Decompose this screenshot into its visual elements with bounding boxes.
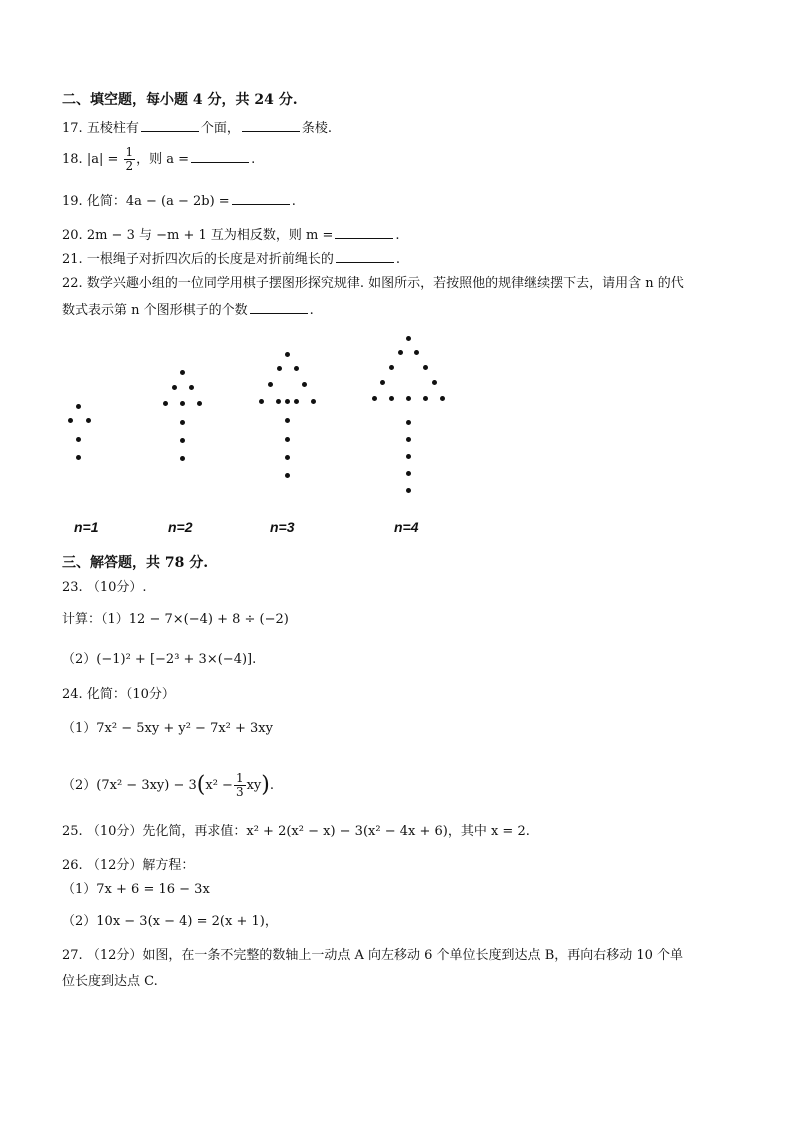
chess-piece-dot (406, 454, 411, 459)
q20-expr: 2m − 3 与 −m + 1 互为相反数，则 m = (86, 228, 334, 243)
q26-number: 26. (62, 858, 83, 873)
chess-piece-dot (372, 396, 377, 401)
chess-piece-dot (197, 401, 202, 406)
q25-number: 25. (62, 824, 83, 839)
question-23-part-2 (62, 652, 256, 668)
chess-piece-dot (259, 399, 264, 404)
pattern-figure (0, 0, 794, 560)
question-23 (62, 580, 147, 596)
q24-frac-num: 1 (235, 771, 244, 785)
chess-piece-dot (285, 473, 290, 478)
q20-number: 20. (62, 228, 83, 243)
q19-number: 19. (62, 194, 83, 209)
chess-piece-dot (406, 420, 411, 425)
q22-number: 22. (62, 276, 83, 291)
q24-expr-1: 7x² − 5xy + y² − 7x² + 3xy (96, 721, 273, 736)
open-paren: ( (196, 772, 206, 798)
chess-piece-dot (406, 336, 411, 341)
q24-expr-2a: (7x² − 3xy) − 3 (96, 778, 197, 793)
chess-piece-dot (423, 396, 428, 401)
chess-piece-dot (276, 399, 281, 404)
close-paren: ) (261, 772, 270, 798)
q17-text-c: 条棱. (301, 121, 332, 136)
q22-line2: 数式表示第 n 个图形棋子的个数 (62, 303, 248, 318)
chess-piece-dot (389, 365, 394, 370)
chess-piece-dot (294, 366, 299, 371)
chess-piece-dot (180, 401, 185, 406)
question-25 (62, 824, 530, 840)
q24-expr-2-end: . (269, 778, 275, 793)
chess-piece-dot (76, 455, 81, 460)
q18-frac-den: 2 (125, 159, 134, 173)
chess-piece-dot (172, 385, 177, 390)
chess-piece-dot (163, 401, 168, 406)
chess-piece-dot (414, 350, 419, 355)
q25-tail: ，其中 x = 2. (447, 824, 530, 839)
chess-piece-dot (389, 396, 394, 401)
chess-piece-dot (302, 382, 307, 387)
question-23-part-1 (62, 612, 289, 628)
q27-line1: （12分）如图，在一条不完整的数轴上一动点 A 向左移动 6 个单位长度到达点 B，再向右移动 10 个单 (86, 948, 684, 963)
q24-expr-2b: x² − (205, 778, 233, 793)
chess-piece-dot (86, 418, 91, 423)
chess-piece-dot (406, 437, 411, 442)
question-24-part-2 (62, 772, 274, 799)
q23-number: 23. (62, 580, 83, 595)
chess-piece-dot (406, 471, 411, 476)
question-24-part-1 (62, 721, 273, 737)
chess-piece-dot (68, 418, 73, 423)
chess-piece-dot (76, 404, 81, 409)
q23-score: （10分）. (86, 580, 147, 595)
chess-piece-dot (380, 380, 385, 385)
q18-abs: |a| = (86, 152, 119, 167)
q18-tail: ，则 a = (136, 152, 190, 167)
q23-p2-label: （2） (62, 652, 97, 667)
q20-end: . (395, 228, 400, 243)
chess-piece-dot (294, 399, 299, 404)
chess-piece-dot (285, 437, 290, 442)
q22-line1: 数学兴趣小组的一位同学用棋子摆图形探究规律. 如图所示，若按照他的规律继续摆下去，请用含 n 的代 (86, 276, 684, 291)
question-24 (62, 687, 175, 703)
q17-number: 17. (62, 121, 83, 136)
chess-piece-dot (76, 437, 81, 442)
q27-number: 27. (62, 948, 83, 963)
figure-label-n3: n=3 (270, 519, 295, 535)
chess-piece-dot (285, 418, 290, 423)
q24-fraction (234, 772, 246, 799)
q22-end: . (309, 303, 314, 318)
chess-piece-dot (189, 385, 194, 390)
q17-text-b: 个面， (200, 121, 240, 136)
q21-end: . (395, 252, 400, 267)
q19-expr: 4a − (a − 2b) = (125, 194, 230, 209)
q26-text: （12分）解方程： (86, 858, 195, 873)
chess-piece-dot (440, 396, 445, 401)
q26-p1-label: （1） (62, 882, 97, 897)
question-26-part-1 (62, 882, 210, 898)
figure-label-n4: n=4 (394, 519, 419, 535)
chess-piece-dot (285, 352, 290, 357)
question-27-line-1 (62, 948, 683, 964)
q25-expr: x² + 2(x² − x) − 3(x² − 4x + 6) (246, 824, 448, 839)
chess-piece-dot (311, 399, 316, 404)
question-26 (62, 858, 194, 874)
q26-p2-label: （2） (62, 914, 97, 929)
q18-end: . (251, 152, 256, 167)
chess-piece-dot (180, 438, 185, 443)
q24-p2-label: （2） (62, 778, 97, 793)
chess-piece-dot (406, 396, 411, 401)
q24-frac-den: 3 (235, 785, 244, 799)
chess-piece-dot (277, 366, 282, 371)
q17-text-a: 五棱柱有 (86, 121, 139, 136)
q19-end: . (291, 194, 296, 209)
chess-piece-dot (180, 370, 185, 375)
q24-number: 24. (62, 687, 83, 702)
q19-label: 化简： (86, 194, 126, 209)
figure-label-n2: n=2 (168, 519, 193, 535)
q26-expr-2: 10x − 3(x − 4) = 2(x + 1)， (96, 914, 278, 929)
q23-expr-1: 12 − 7×(−4) + 8 ÷ (−2) (128, 612, 289, 627)
q18-number: 18. (62, 152, 83, 167)
q26-expr-1: 7x + 6 = 16 − 3x (96, 882, 210, 897)
question-26-part-2 (62, 914, 278, 930)
q24-p1-label: （1） (62, 721, 97, 736)
figure-label-n1: n=1 (74, 519, 99, 535)
q21-text: 一根绳子对折四次后的长度是对折前绳长的 (86, 252, 334, 267)
q27-line2: 位长度到达点 C. (62, 974, 158, 989)
chess-piece-dot (285, 399, 290, 404)
chess-piece-dot (180, 420, 185, 425)
q18-frac-num: 1 (125, 145, 134, 159)
q24-title: 化简：（10分） (86, 687, 175, 702)
chess-piece-dot (268, 382, 273, 387)
chess-piece-dot (423, 365, 428, 370)
q23-expr-2: (−1)² + [−2³ + 3×(−4)]. (96, 652, 257, 667)
chess-piece-dot (398, 350, 403, 355)
chess-piece-dot (432, 380, 437, 385)
q24-expr-2c: xy (246, 778, 262, 793)
section-3-heading: 三、解答题，共 78 分. (62, 555, 209, 571)
q21-number: 21. (62, 252, 83, 267)
chess-piece-dot (285, 455, 290, 460)
q23-calc-label: 计算：（1） (62, 612, 129, 627)
chess-piece-dot (180, 456, 185, 461)
q25-text: （10分）先化简，再求值： (86, 824, 247, 839)
chess-piece-dot (406, 488, 411, 493)
section-2-heading: 二、填空题，每小题 4 分，共 24 分. (62, 92, 298, 108)
question-27-line-2 (62, 974, 158, 990)
